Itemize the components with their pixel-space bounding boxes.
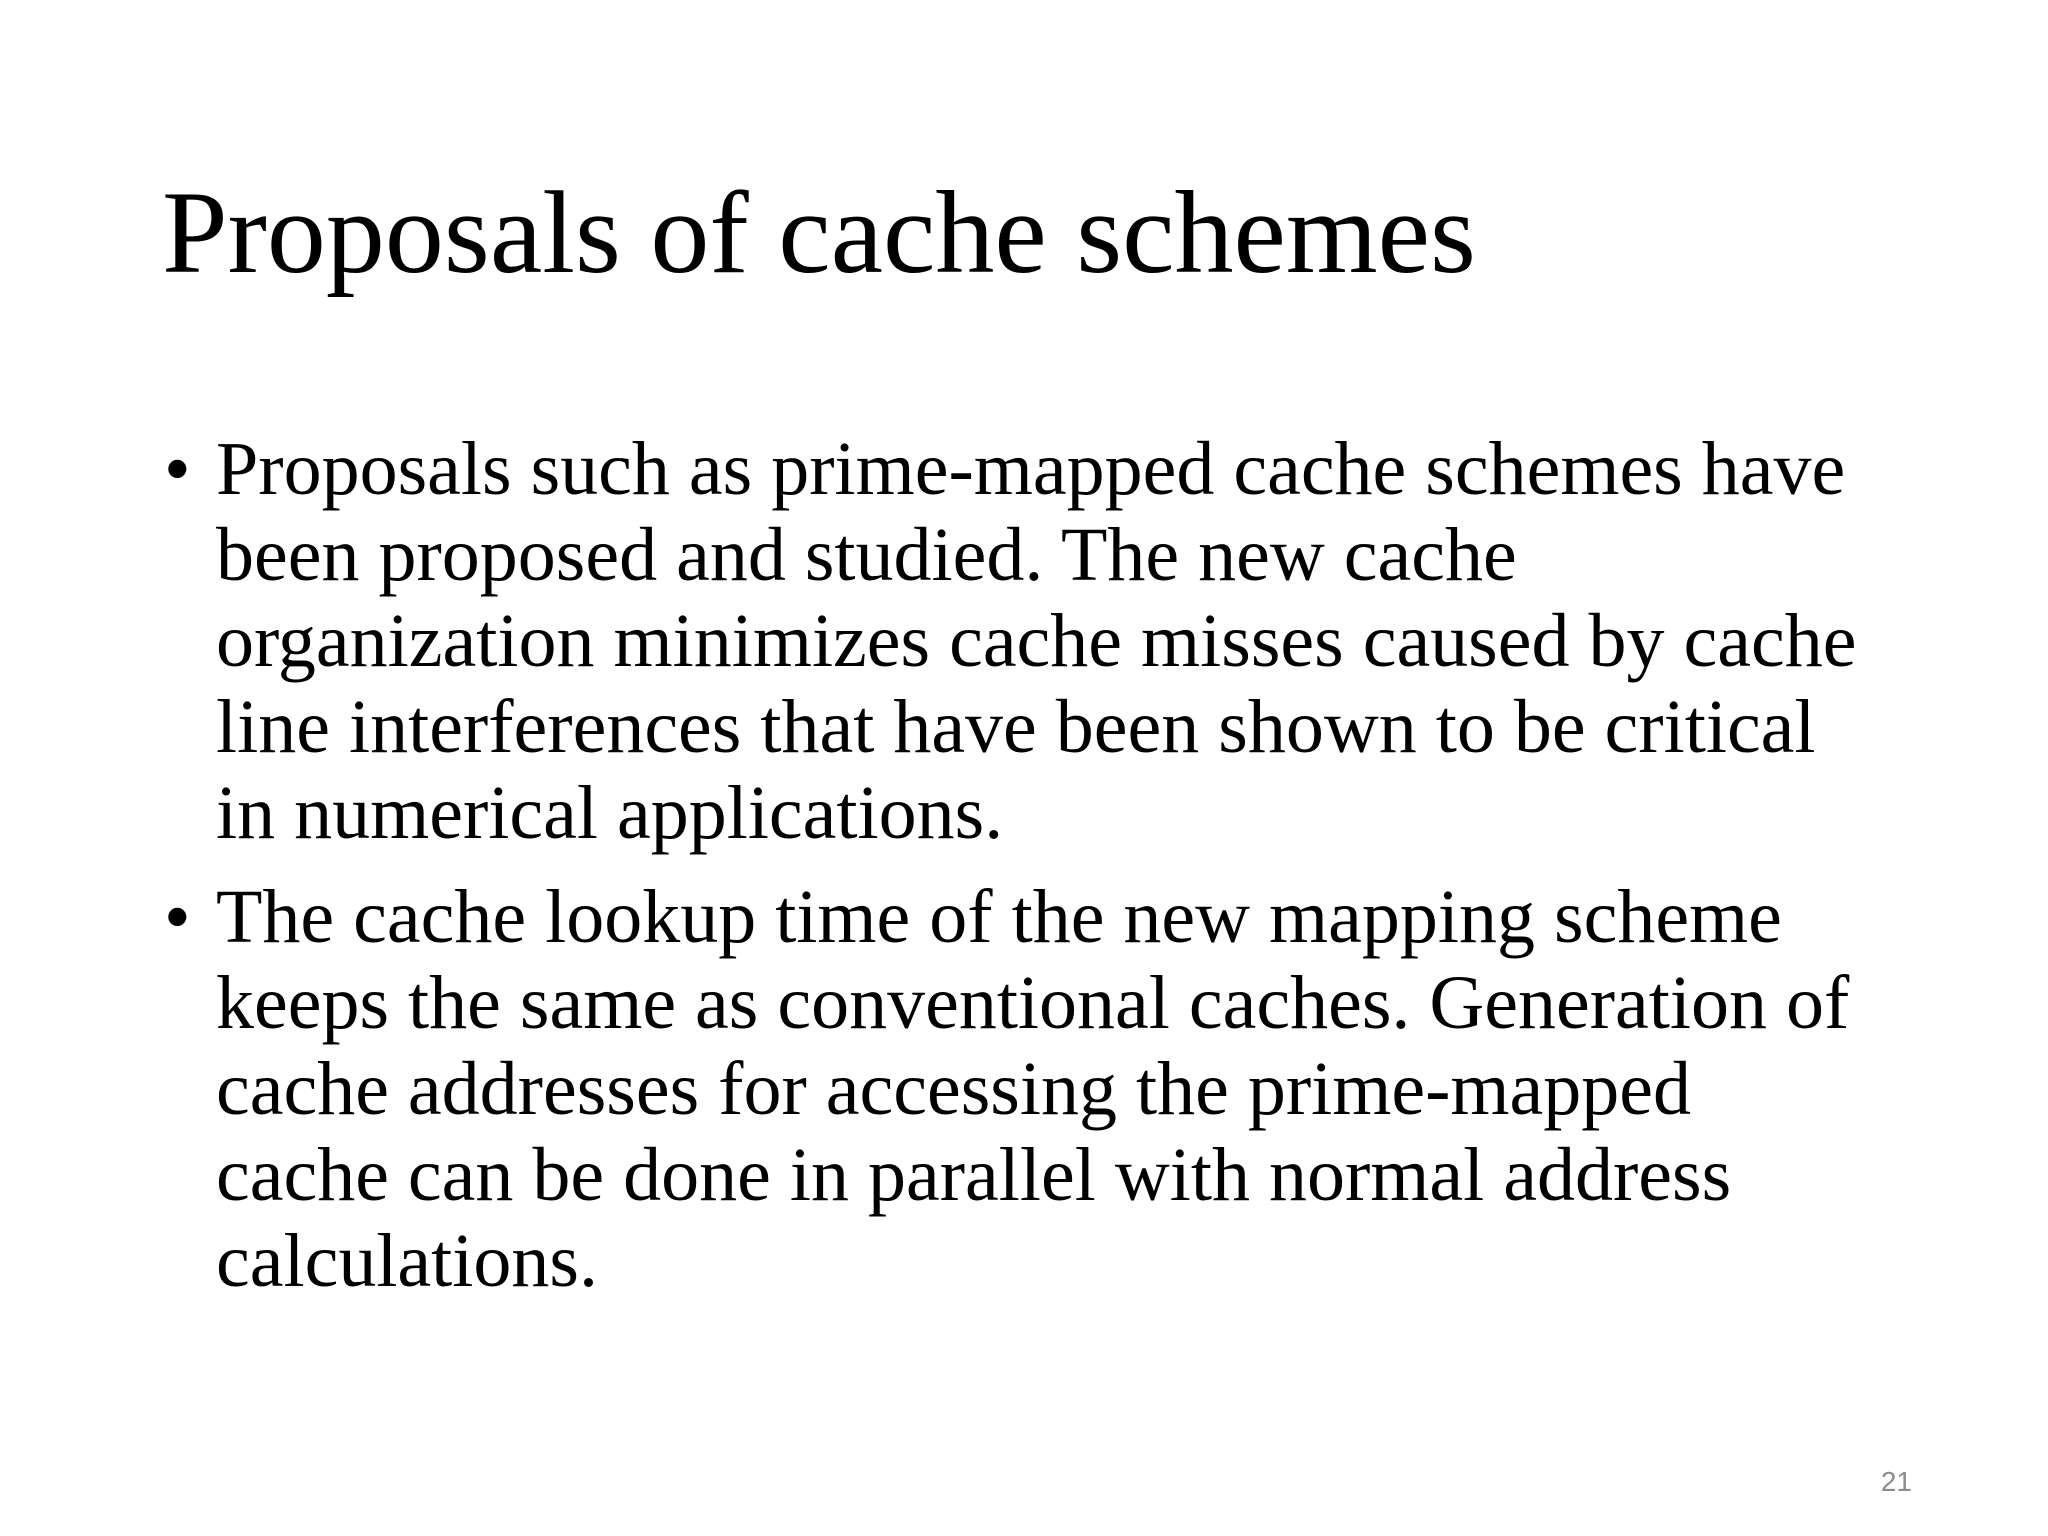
bullet-list <box>162 426 1882 1322</box>
slide-number: 21 <box>1880 1466 1912 1497</box>
bullet-marker: • <box>164 427 191 511</box>
slide-title: Proposals of cache schemes <box>162 167 1476 298</box>
bullet-item-2 <box>162 874 1882 1304</box>
bullet-text-2: The cache lookup time of the new mapping scheme keeps the same as conventional caches. Generation of cache addresses for accessing the prime-mapped cache can be done in parallel with normal address calculations. <box>216 875 1850 1303</box>
bullet-item-1 <box>162 426 1882 856</box>
bullet-text-1: Proposals such as prime-mapped cache schemes have been proposed and studied. The new cache organization minimizes cache misses caused by cache line interferences that have been shown to be critical in numerical applications. <box>216 427 1857 855</box>
bullet-marker: • <box>164 875 191 959</box>
